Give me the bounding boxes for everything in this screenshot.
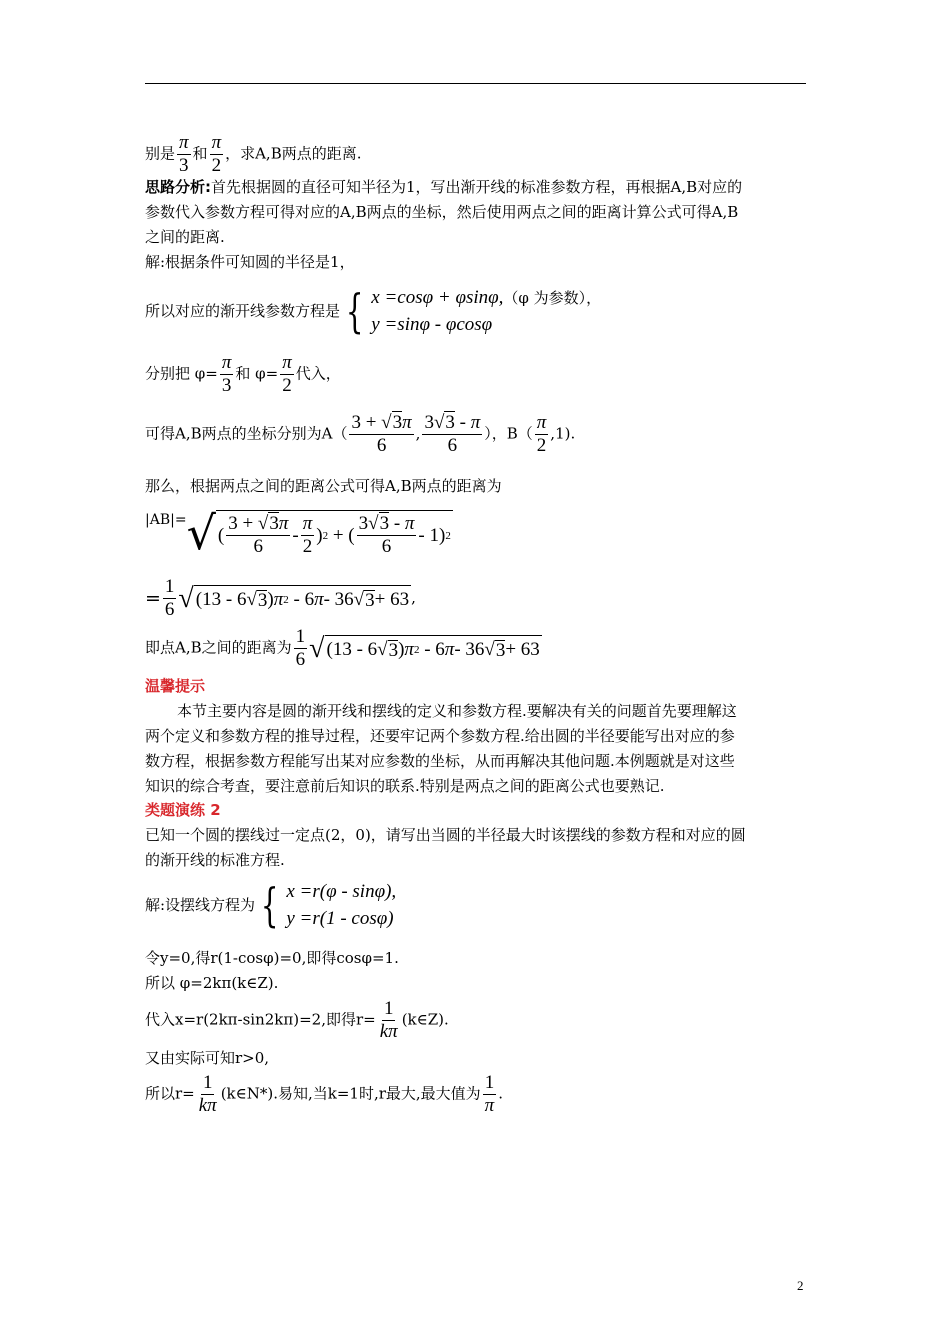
- step-4: 又由实际可知r>0,: [145, 1049, 270, 1067]
- step-3: 代入x=r(2kπ-sin2kπ)=2,即得r= $\frac{1}{k\pi}$ (k∈Z).: [145, 998, 449, 1042]
- step-2: 所以 φ=2kπ(k∈Z).: [145, 974, 279, 992]
- tip-title: 温馨提示: [145, 677, 206, 695]
- involute-system: { x =cosφ + φsinφ, y =sinφ - φcosφ: [345, 284, 504, 338]
- page-number: 2: [797, 1278, 804, 1293]
- distance-simplified: = $\frac{1}{6}$ √ (13 - 6√ 3 ) π 2 - 6 π - 36√ 3 + 63 ,: [145, 576, 416, 620]
- step-5: 所以r= $\frac{1}{k\pi}$ (k∈N*).易知,当k=1时,r最大,最大值为 $\frac{1}{\pi}$ .: [145, 1072, 503, 1116]
- tip-line-3: 数方程，根据参数方程能写出某对应参数的坐标，从而再解决其他问题.本例题就是对这些: [145, 752, 735, 770]
- practice-question-2: 的渐开线的标准方程.: [145, 851, 285, 869]
- tip-line-4: 知识的综合考查，要注意前后知识的联系.特别是两点之间的距离公式也要熟记.: [145, 777, 665, 795]
- analysis-line-1: 思路分析:首先根据圆的直径可知半径为1，写出渐开线的标准参数方程，再根据A,B对应的: [145, 178, 743, 196]
- distance-formula: |AB|= √ ( $\frac{3 + √3\pi}{6}$ - $\frac{\pi}{2}$ ) 2 + ( $\frac{3√3 - \pi}{6}$ - 1) 2: [145, 506, 451, 560]
- distance-intro: 那么，根据两点之间的距离公式可得A,B两点的距离为: [145, 477, 502, 495]
- practice-title: 类题演练 2: [145, 801, 221, 819]
- fraction-pi-2: $\frac{\pi}{2}$: [211, 132, 222, 176]
- involute-equation-line: 所以对应的渐开线参数方程是 { x =cosφ + φsinφ, y =sinφ - φcosφ （φ 为参数），: [145, 284, 602, 338]
- result-line: 即点A,B之间的距离为 $\frac{1}{6}$ √ (13 - 6√ 3 ) π 2 - 6 π - 36√ 3 + 63: [145, 626, 540, 670]
- question-tail: 别是 $\frac{\pi}{3}$ 和 $\frac{\pi}{2}$ ，求A,B两点的距离.: [145, 132, 362, 176]
- tip-line-1: 本节主要内容是圆的渐开线和摆线的定义和参数方程.要解决有关的问题首先要理解这: [177, 702, 737, 720]
- coord-a-y: $\frac{3√3 - \pi}{6}$: [424, 412, 481, 456]
- tip-line-2: 两个定义和参数方程的推导过程，还要牢记两个参数方程.给出圆的半径要能写出对应的参: [145, 727, 735, 745]
- cycloid-system: { x =r(φ - sinφ), y =r(1 - cosφ): [260, 878, 397, 932]
- practice-question-1: 已知一个圆的摆线过一定点(2，0)，请写出当圆的半径最大时该摆线的参数方程和对应的圆: [145, 826, 746, 844]
- coordinates-line: 可得A,B两点的坐标分别为A（ $\frac{3 + √3\pi}{6}$ , $\frac{3√3 - \pi}{6}$ ），B（ $\frac{\pi}{2}$ ,1).: [145, 412, 576, 456]
- solution-intro: 解:根据条件可知圆的半径是1，: [145, 253, 355, 271]
- coord-b-x: $\frac{\pi}{2}$: [536, 412, 547, 456]
- fraction-pi-3: $\frac{\pi}{3}$: [179, 132, 189, 176]
- step-1: 令y=0,得r(1-cosφ)=0,即得cosφ=1.: [145, 949, 399, 967]
- substitution-line: 分别把 φ= $\frac{\pi}{3}$ 和 φ= $\frac{\pi}{2}$ 代入，: [145, 352, 341, 396]
- coord-a-x: $\frac{3 + √3\pi}{6}$: [351, 412, 412, 456]
- analysis-label: 思路分析:: [145, 178, 211, 196]
- cycloid-equation-line: 解:设摆线方程为 { x =r(φ - sinφ), y =r(1 - cosφ): [145, 878, 397, 932]
- analysis-line-2: 参数代入参数方程可得对应的A,B两点的坐标，然后使用两点之间的距离计算公式可得A,B: [145, 203, 739, 221]
- header-rule: [145, 83, 806, 84]
- analysis-line-3: 之间的距离.: [145, 228, 225, 246]
